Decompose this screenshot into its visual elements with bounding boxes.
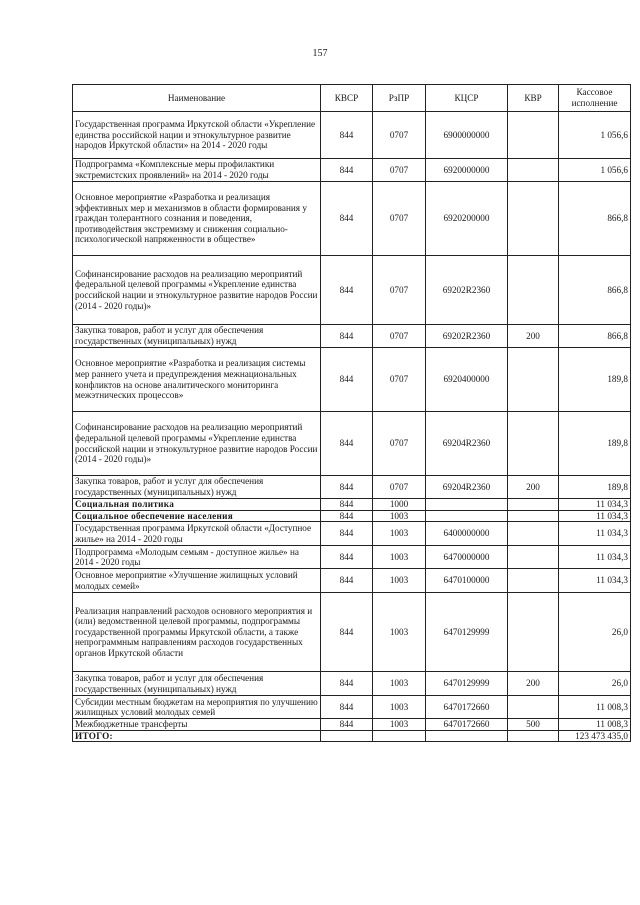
cell-kvr	[508, 499, 559, 511]
cell-rzpr: 1003	[373, 569, 426, 593]
table-row	[73, 499, 631, 511]
cell-kcsr: 6920400000	[426, 348, 508, 412]
cell-name: Основное мероприятие «Разработка и реализация эффективных мер и механизмов в области формирования у граждан толерантного сознания и поведения, противодействия экстремизму и снижения социально-психологической напряженности в обществе»	[73, 182, 321, 256]
cell-kcsr: 6470100000	[426, 569, 508, 593]
cell-kcsr: 6400000000	[426, 522, 508, 546]
cell-rzpr: 0707	[373, 476, 426, 499]
cell-rzpr: 0707	[373, 256, 426, 325]
cell-kvr: 500	[508, 719, 559, 731]
cell-amount: 26,0	[559, 593, 631, 672]
table-row	[73, 112, 631, 159]
table-row	[73, 593, 631, 672]
header-name: Наименование	[73, 85, 321, 112]
cell-kvr	[508, 569, 559, 593]
cell-amount: 866,8	[559, 256, 631, 325]
cell-kcsr	[426, 499, 508, 511]
table-row	[73, 348, 631, 412]
cell-kvr	[508, 348, 559, 412]
cell-name: Основное мероприятие «Разработка и реализация системы мер раннего учета и предупреждения межнациональных конфликтов на основе аналитического мониторинга межэтнических процессов»	[73, 348, 321, 412]
cell-kvsr: 844	[321, 499, 373, 511]
cell-rzpr: 1003	[373, 672, 426, 696]
cell-kcsr: 6470129999	[426, 593, 508, 672]
cell-amount: 11 008,3	[559, 719, 631, 731]
header-kcsr: КЦСР	[426, 85, 508, 112]
cell-name: Субсидии местным бюджетам на мероприятия по улучшению жилищных условий молодых семей	[73, 696, 321, 719]
cell-rzpr: 0707	[373, 412, 426, 476]
table-header-row	[73, 85, 631, 112]
cell-rzpr: 0707	[373, 182, 426, 256]
cell-amount: 189,8	[559, 348, 631, 412]
total-empty-cell	[321, 730, 373, 742]
cell-amount: 26,0	[559, 672, 631, 696]
table-row	[73, 719, 631, 731]
cell-rzpr: 0707	[373, 348, 426, 412]
cell-kcsr: 6470172660	[426, 719, 508, 731]
cell-kvr	[508, 256, 559, 325]
cell-kvr	[508, 522, 559, 546]
cell-rzpr: 0707	[373, 112, 426, 159]
cell-kcsr	[426, 510, 508, 522]
cell-kvsr: 844	[321, 325, 373, 348]
cell-amount: 11 034,3	[559, 510, 631, 522]
total-amount: 123 473 435,0	[559, 730, 631, 742]
cell-kvsr: 844	[321, 593, 373, 672]
cell-kvsr: 844	[321, 719, 373, 731]
table-row	[73, 546, 631, 569]
cell-name: Государственная программа Иркутской области «Доступное жилье» на 2014 - 2020 годы	[73, 522, 321, 546]
table-row	[73, 325, 631, 348]
table-row	[73, 476, 631, 499]
cell-amount: 189,8	[559, 476, 631, 499]
total-empty-cell	[508, 730, 559, 742]
cell-kvsr: 844	[321, 522, 373, 546]
cell-name: Софинансирование расходов на реализацию мероприятий федеральной целевой программы «Укрепление единства российской нации и этнокультурное развитие народов России (2014 - 2020 годы)»	[73, 256, 321, 325]
cell-kvr: 200	[508, 672, 559, 696]
cell-rzpr: 1003	[373, 696, 426, 719]
cell-kvr	[508, 593, 559, 672]
cell-name: Софинансирование расходов на реализацию мероприятий федеральной целевой программы «Укрепление единства российской нации и этнокультурное развитие народов России (2014 - 2020 годы)»	[73, 412, 321, 476]
cell-kvsr: 844	[321, 256, 373, 325]
cell-amount: 189,8	[559, 412, 631, 476]
header-amount: Кассовое исполнение	[559, 85, 631, 112]
table-row	[73, 522, 631, 546]
cell-rzpr: 1003	[373, 522, 426, 546]
cell-kvsr: 844	[321, 510, 373, 522]
cell-kvsr: 844	[321, 182, 373, 256]
table-row	[73, 182, 631, 256]
cell-kcsr: 6920000000	[426, 159, 508, 182]
cell-kcsr: 6470129999	[426, 672, 508, 696]
cell-kvsr: 844	[321, 348, 373, 412]
cell-kvr: 200	[508, 325, 559, 348]
cell-kvsr: 844	[321, 546, 373, 569]
total-empty-cell	[426, 730, 508, 742]
table-row	[73, 569, 631, 593]
cell-amount: 11 034,3	[559, 499, 631, 511]
cell-kvsr: 844	[321, 696, 373, 719]
cell-kvr	[508, 510, 559, 522]
header-rzpr: РзПР	[373, 85, 426, 112]
cell-amount: 1 056,6	[559, 159, 631, 182]
cell-kvsr: 844	[321, 476, 373, 499]
header-kvr: КВР	[508, 85, 559, 112]
total-label: ИТОГО:	[73, 730, 321, 742]
page-number: 157	[312, 48, 328, 59]
cell-kvr	[508, 412, 559, 476]
cell-kvr	[508, 696, 559, 719]
cell-amount: 11 034,3	[559, 569, 631, 593]
cell-kvsr: 844	[321, 159, 373, 182]
cell-kvsr: 844	[321, 569, 373, 593]
cell-rzpr: 1003	[373, 593, 426, 672]
table-row	[73, 672, 631, 696]
cell-kvr	[508, 546, 559, 569]
cell-name: Реализация направлений расходов основного мероприятия и (или) ведомственной целевой программы, подпрограммы государственной программы Иркутской области, а также непрограммным направлениям расходов государственных органов Иркутской области	[73, 593, 321, 672]
cell-kvsr: 844	[321, 672, 373, 696]
cell-rzpr: 1003	[373, 510, 426, 522]
cell-name: Социальная политика	[73, 499, 321, 511]
cell-name: Социальное обеспечение населения	[73, 510, 321, 522]
cell-kcsr: 6900000000	[426, 112, 508, 159]
table-row	[73, 412, 631, 476]
budget-table	[72, 84, 631, 742]
cell-rzpr: 0707	[373, 159, 426, 182]
table-row	[73, 256, 631, 325]
cell-name: Подпрограмма «Комплексные меры профилактики экстремистских проявлений» на 2014 - 2020 годы	[73, 159, 321, 182]
cell-kcsr: 6470000000	[426, 546, 508, 569]
cell-kvsr: 844	[321, 112, 373, 159]
cell-name: Закупка товаров, работ и услуг для обеспечения государственных (муниципальных) нужд	[73, 325, 321, 348]
cell-name: Закупка товаров, работ и услуг для обеспечения государственных (муниципальных) нужд	[73, 476, 321, 499]
cell-amount: 11 008,3	[559, 696, 631, 719]
cell-rzpr: 0707	[373, 325, 426, 348]
cell-kcsr: 69202R2360	[426, 325, 508, 348]
cell-kvr: 200	[508, 476, 559, 499]
cell-name: Подпрограмма «Молодым семьям - доступное жилье» на 2014 - 2020 годы	[73, 546, 321, 569]
cell-name: Межбюджетные трансферты	[73, 719, 321, 731]
cell-kcsr: 69204R2360	[426, 412, 508, 476]
cell-name: Основное мероприятие «Улучшение жилищных условий молодых семей»	[73, 569, 321, 593]
cell-rzpr: 1003	[373, 719, 426, 731]
cell-rzpr: 1000	[373, 499, 426, 511]
cell-kvr	[508, 159, 559, 182]
cell-amount: 1 056,6	[559, 112, 631, 159]
cell-kcsr: 69204R2360	[426, 476, 508, 499]
table-body	[73, 112, 631, 742]
header-kvsr: КВСР	[321, 85, 373, 112]
cell-amount: 866,8	[559, 325, 631, 348]
cell-amount: 11 034,3	[559, 546, 631, 569]
total-empty-cell	[373, 730, 426, 742]
cell-amount: 11 034,3	[559, 522, 631, 546]
cell-amount: 866,8	[559, 182, 631, 256]
cell-rzpr: 1003	[373, 546, 426, 569]
cell-kvr	[508, 182, 559, 256]
table-row	[73, 510, 631, 522]
cell-name: Государственная программа Иркутской области «Укрепление единства российской нации и этнокультурное развитие народов Иркутской области» на 2014 - 2020 годы	[73, 112, 321, 159]
cell-kcsr: 6470172660	[426, 696, 508, 719]
table-row	[73, 696, 631, 719]
cell-kcsr: 69202R2360	[426, 256, 508, 325]
cell-kvsr: 844	[321, 412, 373, 476]
table-row	[73, 159, 631, 182]
cell-kcsr: 6920200000	[426, 182, 508, 256]
total-row	[73, 730, 631, 742]
cell-kvr	[508, 112, 559, 159]
cell-name: Закупка товаров, работ и услуг для обеспечения государственных (муниципальных) нужд	[73, 672, 321, 696]
